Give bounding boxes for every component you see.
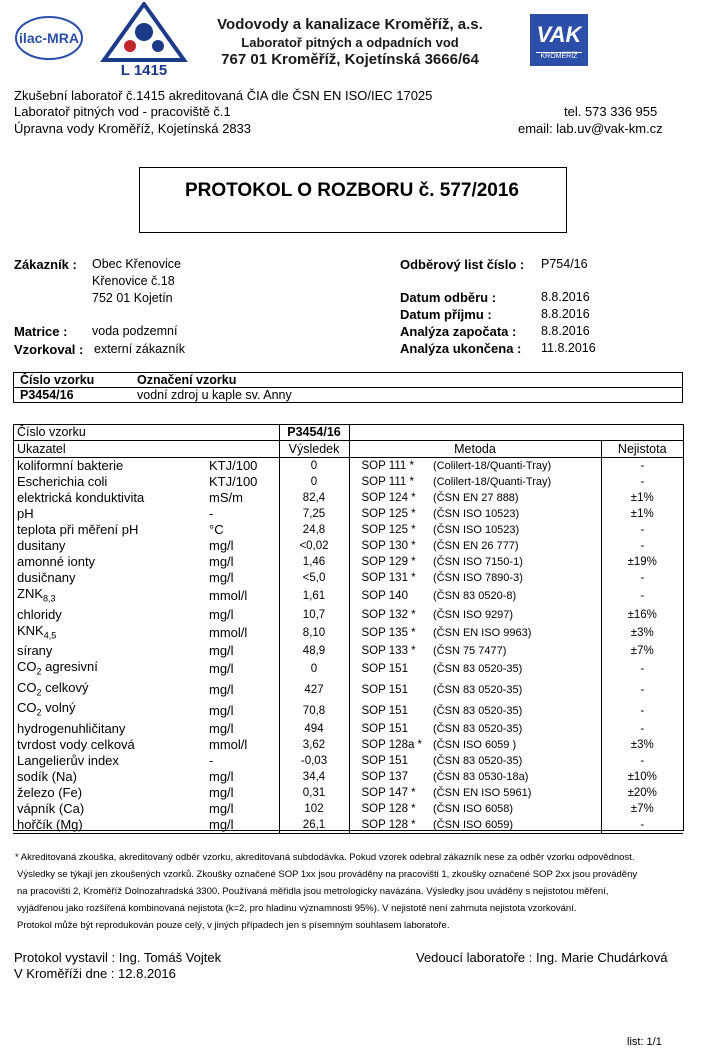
results-sample-row (13, 424, 683, 441)
result-value: 0 (279, 659, 349, 680)
uncertainty-value: ±20% (601, 785, 683, 801)
method-sop: SOP 129 * (349, 554, 433, 570)
method-sop: SOP 140 (349, 586, 433, 607)
place-date: V Kroměříži dne : 12.8.2016 (14, 966, 176, 981)
method-sop: SOP 151 (349, 659, 433, 680)
indicator-name-tail: celkový (41, 679, 89, 695)
indicator-name (13, 570, 209, 586)
indicator-unit: mg/l (209, 817, 279, 834)
method-sop: SOP 128 * (349, 817, 433, 834)
table-row (13, 458, 683, 475)
table-row (13, 643, 683, 659)
table-row (13, 801, 683, 817)
uncertainty-value: ±10% (601, 769, 683, 785)
method-sop: SOP 135 * (349, 623, 433, 644)
result-value: 427 (279, 680, 349, 701)
analysis-end-value: 11.8.2016 (541, 341, 596, 355)
indicator-name-tail: volný (41, 700, 76, 716)
indicator-name-text: koliformní bakterie (17, 458, 124, 473)
method-sop: SOP 137 (349, 769, 433, 785)
uncertainty-value: - (601, 700, 683, 721)
result-value: 8,10 (279, 623, 349, 644)
result-value: 494 (279, 721, 349, 737)
method-sop: SOP 125 * (349, 522, 433, 538)
svg-text:ilac-MRA: ilac-MRA (19, 30, 79, 46)
date-sampling-label: Datum odběru : (400, 290, 497, 305)
indicator-subscript: 8,3 (43, 593, 56, 604)
indicator-name (13, 522, 209, 538)
indicator-name (13, 607, 209, 623)
indicator-subscript: 2 (36, 707, 42, 718)
lab-name: Laboratoř pitných a odpadních vod (241, 35, 459, 50)
indicator-name-text: chloridy (17, 606, 62, 622)
method-standard: (ČSN EN 27 888) (433, 492, 519, 504)
indicator-name-text: tvrdost vody celková (17, 736, 135, 752)
result-value: 0 (279, 458, 349, 475)
company-name: Vodovody a kanalizace Kroměříž, a.s. (217, 16, 483, 33)
result-value: 26,1 (279, 817, 349, 834)
customer-name: Obec Křenovice (92, 257, 181, 271)
method-sop: SOP 125 * (349, 506, 433, 522)
method-standard: (ČSN 83 0520-35) (433, 704, 523, 717)
table-row (13, 737, 683, 753)
method-sop: SOP 124 * (349, 490, 433, 506)
lab-head: Vedoucí laboratoře : Ing. Marie Chudárková (416, 950, 668, 965)
sheet-label: Odběrový list číslo : (400, 257, 525, 272)
indicator-name-text: CO (17, 659, 37, 675)
customer-street: Křenovice č.18 (92, 274, 175, 288)
svg-text:L 1415: L 1415 (120, 62, 168, 78)
indicator-unit: °C (209, 522, 224, 537)
indicator-subscript: 4,5 (43, 630, 57, 641)
date-received-label: Datum příjmu : (400, 307, 492, 322)
table-row (13, 721, 683, 737)
customer-label: Zákazník : (14, 257, 77, 272)
indicator-unit: mmol/l (209, 736, 248, 752)
results-table (13, 424, 683, 834)
indicator-name-text: teplota při měření pH (17, 522, 139, 537)
indicator-name-text: pH (17, 506, 34, 521)
analysis-start-label: Analýza započata : (400, 324, 517, 339)
method-standard: (ČSN ISO 6059 ) (433, 738, 517, 751)
table-row (13, 506, 683, 522)
method-sop: SOP 128a * (349, 737, 433, 753)
cia-accreditation-logo (100, 2, 188, 78)
issued-by: Protokol vystavil : Ing. Tomáš Vojtek (14, 950, 222, 965)
sample-designation: vodní zdroj u kaple sv. Anny (131, 388, 683, 403)
indicator-unit: mg/l (209, 702, 234, 718)
email: email: lab.uv@vak-km.cz (518, 121, 663, 136)
result-value: 1,46 (279, 554, 349, 570)
indicator-name (13, 659, 209, 680)
indicator-unit: mS/m (209, 490, 243, 505)
method-sop: SOP 151 (349, 700, 433, 721)
indicator-unit: mmol/l (209, 588, 248, 604)
analysis-end-label: Analýza ukončena : (400, 341, 522, 356)
method-sop: SOP 111 * (349, 458, 433, 475)
result-value: 70,8 (279, 700, 349, 721)
indicator-name (13, 586, 209, 607)
method-standard: (ČSN 83 0520-35) (433, 722, 523, 735)
indicator-unit: mg/l (209, 606, 234, 622)
uncertainty-value: - (601, 474, 683, 490)
indicator-name-text: elektrická konduktivita (17, 490, 145, 505)
indicator-name-text: dusitany (17, 538, 66, 553)
lab-site-line: Laboratoř pitných vod - pracoviště č.1 (14, 104, 231, 119)
method-sop: SOP 111 * (349, 474, 433, 490)
indicator-unit: mg/l (209, 682, 234, 698)
result-value: <0,02 (279, 538, 349, 554)
table-row (13, 474, 683, 490)
method-standard: (ČSN 83 0520-35) (433, 684, 523, 697)
uncertainty-value: ±1% (601, 490, 683, 506)
result-value: 10,7 (279, 607, 349, 623)
result-value: 48,9 (279, 643, 349, 659)
indicator-unit: mg/l (209, 768, 234, 784)
sample-table-row (14, 388, 683, 403)
result-value: 34,4 (279, 769, 349, 785)
result-value: <5,0 (279, 570, 349, 586)
table-row (13, 607, 683, 623)
lab-address-line: Úpravna vody Kroměříž, Kojetínská 2833 (14, 121, 252, 136)
indicator-name-text: dusičnany (17, 570, 76, 585)
method-standard: (ČSN 83 0520-8) (433, 590, 517, 603)
sample-table (13, 372, 683, 403)
uncertainty-value: - (601, 458, 683, 475)
method-sop: SOP 151 (349, 753, 433, 769)
method-standard: (Colilert-18/Quanti-Tray) (433, 460, 552, 472)
sample-designation-header: Označení vzorku (131, 373, 683, 388)
result-value: 102 (279, 801, 349, 817)
uncertainty-value: ±3% (601, 737, 683, 753)
analysis-start-value: 8.8.2016 (541, 324, 590, 338)
uncertainty-value: - (601, 659, 683, 680)
indicator-name-text: vápník (Ca) (17, 800, 85, 816)
uncertainty-value: - (601, 538, 683, 554)
uncertainty-header: Nejistota (601, 441, 683, 458)
indicator-name-tail: agresivní (41, 659, 98, 675)
indicator-name (13, 769, 209, 785)
indicator-unit: mg/l (209, 554, 234, 569)
accreditation-line: Zkušební laboratoř č.1415 akreditovaná ČIA dle ČSN EN ISO/IEC 17025 (14, 88, 433, 103)
indicator-unit: mmol/l (209, 624, 248, 640)
footnote-line: vyjádřenou jako rozšířená kombinovaná nejistota (k=2, pro hladinu významnosti 95%). V nejistotě není zahrnuta nejistota vzorkování. (17, 903, 577, 914)
indicator-unit: mg/l (209, 538, 234, 553)
uncertainty-value: - (601, 586, 683, 607)
indicator-name (13, 506, 209, 522)
uncertainty-value: ±1% (601, 506, 683, 522)
indicator-name-text: ZNK (17, 586, 43, 601)
table-row (13, 623, 683, 644)
result-value: 24,8 (279, 522, 349, 538)
sample-table-header (14, 373, 683, 388)
method-standard: (ČSN EN ISO 9963) (433, 626, 532, 639)
indicator-name-text: CO (17, 700, 37, 716)
indicator-name (13, 538, 209, 554)
footnote-line: Protokol může být reprodukován pouze celý, v jiných případech jen s písemným souhlasem laboratoře. (17, 920, 450, 931)
indicator-name-text: Langelierův index (17, 752, 119, 768)
method-sop: SOP 147 * (349, 785, 433, 801)
uncertainty-value: - (601, 680, 683, 701)
indicator-name (13, 643, 209, 659)
method-standard: (ČSN ISO 6059) (433, 817, 601, 834)
result-value: 3,62 (279, 737, 349, 753)
method-sop: SOP 151 (349, 680, 433, 701)
result-value: 7,25 (279, 506, 349, 522)
indicator-name-text: železo (Fe) (17, 784, 83, 800)
footnote-line: * Akreditovaná zkouška, akreditovaný odběr vzorku, akreditovaná subdodávka. Pokud vzorek odebral zákazník nese za odběr vzorku odpovědnost. (15, 852, 635, 863)
method-standard: (Colilert-18/Quanti-Tray) (433, 476, 552, 488)
indicator-name (13, 623, 209, 644)
method-sop: SOP 133 * (349, 643, 433, 659)
protocol-title: PROTOKOL O ROZBORU č. 577/2016 (184, 180, 519, 201)
method-sop: SOP 131 * (349, 570, 433, 586)
indicator-unit: mg/l (209, 784, 234, 800)
footnote-line: na pracovišti 2, Kroměříž Dolnozahradská 3300. Používaná měřidla jsou metrologicky navázána. Výsledky jsou uváděny s nejistotou měření, (17, 886, 609, 897)
result-value: -0,03 (279, 753, 349, 769)
indicator-name-text: sírany (17, 643, 53, 659)
indicator-name (13, 721, 209, 737)
method-standard: (ČSN 83 0520-35) (433, 754, 523, 767)
result-value: 82,4 (279, 490, 349, 506)
indicator-name (13, 490, 209, 506)
method-standard: (ČSN EN 26 777) (433, 540, 519, 552)
indicator-name (13, 474, 209, 490)
indicator-name (13, 753, 209, 769)
indicator-unit: - (209, 506, 214, 521)
indicator-name (13, 737, 209, 753)
indicator-name (13, 554, 209, 570)
indicator-header: Ukazatel (13, 441, 209, 458)
indicator-unit: - (209, 752, 214, 768)
date-received-value: 8.8.2016 (541, 307, 590, 321)
result-value: 1,61 (279, 586, 349, 607)
indicator-unit: mg/l (209, 800, 234, 816)
indicator-name-text: sodík (Na) (17, 768, 77, 784)
results-sample-id: P3454/16 (279, 424, 349, 441)
uncertainty-value: ±19% (601, 554, 683, 570)
indicator-name-text: Escherichia coli (17, 474, 108, 489)
table-row (13, 659, 683, 680)
uncertainty-value: - (601, 522, 683, 538)
indicator-name-text: hydrogenuhličitany (17, 720, 126, 736)
indicator-subscript: 2 (36, 687, 42, 698)
indicator-name (13, 785, 209, 801)
table-row (13, 522, 683, 538)
method-standard: (ČSN 75 7477) (433, 645, 507, 658)
matrix-value: voda podzemní (92, 324, 178, 338)
indicator-name-text: CO (17, 679, 37, 695)
uncertainty-value: - (601, 753, 683, 769)
indicator-name (13, 680, 209, 701)
results-header-row (13, 441, 683, 458)
indicator-name (13, 817, 209, 834)
indicator-name (13, 801, 209, 817)
method-sop: SOP 128 * (349, 801, 433, 817)
uncertainty-value: - (601, 817, 683, 834)
table-row (13, 538, 683, 554)
table-row (13, 753, 683, 769)
method-standard: (ČSN ISO 6058) (433, 802, 514, 815)
table-row (13, 700, 683, 721)
uncertainty-value: ±16% (601, 607, 683, 623)
method-standard: (ČSN ISO 7150-1) (433, 556, 523, 568)
indicator-name-text: hořčík (Mg) (17, 816, 83, 832)
method-standard: (ČSN 83 0530-18a) (433, 770, 529, 783)
result-value: 0,31 (279, 785, 349, 801)
method-standard: (ČSN ISO 7890-3) (433, 572, 523, 584)
table-row (13, 554, 683, 570)
method-standard: (ČSN ISO 10523) (433, 508, 520, 520)
indicator-unit: mg/l (209, 570, 234, 585)
method-standard: (ČSN ISO 10523) (433, 524, 520, 536)
sample-number-header: Číslo vzorku (14, 373, 132, 388)
indicator-name-text: KNK (17, 622, 44, 638)
uncertainty-value: ±7% (601, 801, 683, 817)
method-sop: SOP 130 * (349, 538, 433, 554)
method-standard: (ČSN ISO 9297) (433, 608, 514, 621)
table-row (13, 490, 683, 506)
table-row (13, 785, 683, 801)
customer-city: 752 01 Kojetín (92, 291, 173, 305)
sheet-value: P754/16 (541, 257, 588, 271)
sampler-label: Vzorkoval : (14, 342, 84, 357)
company-address: 767 01 Kroměříž, Kojetínská 3666/64 (221, 51, 479, 68)
method-sop: SOP 151 (349, 721, 433, 737)
sampler-value: externí zákazník (94, 342, 186, 356)
indicator-name (13, 458, 209, 475)
indicator-unit: mg/l (209, 661, 234, 677)
indicator-unit: mg/l (209, 643, 234, 659)
indicator-unit: KTJ/100 (209, 474, 258, 489)
footnote-line: Výsledky se týkají jen zkoušených vzorků. Zkoušky označené SOP 1xx jsou prováděny na pracovišti 1, zkoušky označené SOP 2xx jsou prováděny (17, 869, 638, 880)
uncertainty-value: - (601, 721, 683, 737)
table-row (13, 817, 683, 834)
result-header: Výsledek (279, 441, 349, 458)
method-sop: SOP 132 * (349, 607, 433, 623)
uncertainty-value: ±3% (601, 623, 683, 644)
result-value: 0 (279, 474, 349, 490)
table-row (13, 586, 683, 607)
uncertainty-value: ±7% (601, 643, 683, 659)
matrix-label: Matrice : (14, 324, 68, 339)
indicator-name-text: amonné ionty (17, 554, 96, 569)
indicator-unit: mg/l (209, 720, 234, 736)
results-sample-label: Číslo vzorku (17, 425, 86, 439)
sample-number: P3454/16 (14, 388, 132, 403)
indicator-subscript: 2 (36, 666, 42, 677)
uncertainty-value: - (601, 570, 683, 586)
table-row (13, 680, 683, 701)
phone: tel. 573 336 955 (564, 104, 658, 119)
method-header: Metoda (349, 441, 601, 458)
date-sampling-value: 8.8.2016 (541, 290, 590, 304)
method-standard: (ČSN 83 0520-35) (433, 663, 523, 676)
indicator-name (13, 700, 209, 721)
table-row (13, 769, 683, 785)
method-standard: (ČSN EN ISO 5961) (433, 786, 532, 799)
table-row (13, 570, 683, 586)
page-number: list: 1/1 (627, 1036, 662, 1048)
ilac-mra-logo (14, 14, 84, 62)
indicator-unit: KTJ/100 (209, 458, 258, 473)
vak-logo: VAK KROMĚŘÍŽ (530, 14, 588, 66)
